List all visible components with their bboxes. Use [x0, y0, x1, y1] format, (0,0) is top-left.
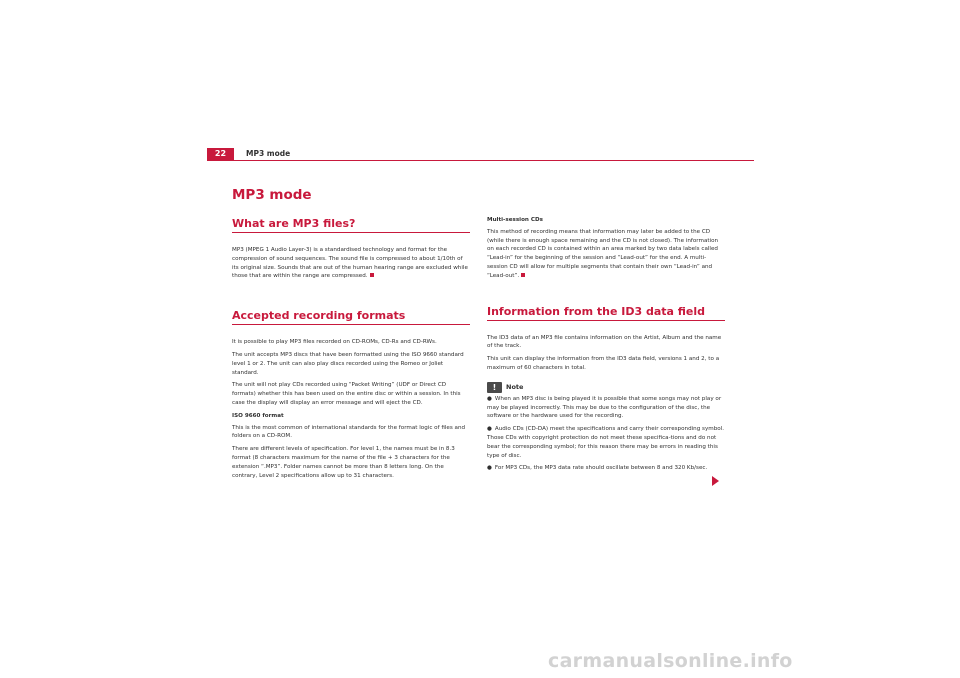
note-label: Note	[506, 383, 524, 392]
note-item: ● When an MP3 disc is being played it is possible that some songs may not play or may be played incorrectly. This may be due to the configuration of the disc, the software or the hardware used for the recording.	[487, 395, 722, 420]
subheading-iso9660: ISO 9660 format	[232, 412, 284, 419]
left-column	[232, 216, 470, 484]
right-column	[487, 216, 725, 477]
watermark: carmanualsonline.info	[548, 650, 793, 672]
note-item: ● For MP3 CDs, the MP3 data rate should oscillate between 8 and 320 Kb/sec.	[487, 465, 708, 472]
subheading-multisession: Multi-session CDs	[487, 217, 543, 223]
end-of-section-icon	[521, 273, 525, 277]
paragraph: There are different levels of specification. For level 1, the names must be in 8.3 format (8 characters maximum for the name of the file + 3 characters for the extension “.MP3”. Folder names cannot be more than 8 letters long. On the contrary, Level 2 specifications allow up to 31 characters.	[232, 446, 455, 479]
paragraph: The ID3 data of an MP3 file contains information on the Artist, Album and the name of the track.	[487, 334, 722, 350]
section-title-recording-formats: Accepted recording formats	[232, 308, 470, 325]
continue-arrow-icon	[712, 476, 719, 486]
paragraph: The unit will not play CDs recorded using “Packet Writing” (UDF or Direct CD formats) whether this has been used on the entire disc or within a session. In this case the display will display an error message and will eject the CD.	[232, 382, 461, 406]
paragraph: It is possible to play MP3 files recorded on CD-ROMs, CD-Rs and CD-RWs.	[232, 339, 437, 346]
paragraph: This method of recording means that information may later be added to the CD (while there is enough space remaining and the CD is not closed). The information on each recorded CD is contained within an area marked by two data labels called “Lead-in” for the beginning of the session and “Lead-out” for the end. A multi-session CD will allow for multiple segments that contain their own “Lead-in” and “Lead-out”.	[487, 228, 719, 279]
bullet-icon: ●	[487, 395, 492, 402]
note-header	[487, 382, 725, 393]
section-title-mp3-files: What are MP3 files?	[232, 216, 470, 233]
paragraph: This unit can display the information from the ID3 data field, versions 1 and 2, to a maximum of 60 characters in total.	[487, 356, 720, 371]
bullet-icon: ●	[487, 426, 492, 433]
paragraph: This is the most common of international standards for the format logic of files and folders on a CD-ROM.	[232, 424, 466, 440]
bullet-icon: ●	[487, 465, 492, 472]
paragraph: MP3 (MPEG 1 Audio Layer-3) is a standardised technology and format for the compression of sound sequences. The sound file is compressed to about 1/10th of its original size. Sounds that are out of the human hearing range are excluded while those that are within the range are compressed.	[232, 247, 468, 280]
note-item: ● Audio CDs (CD-DA) meet the specifications and carry their corresponding symbol. Those CDs with copyright protection do not meet these specifica-tions and do not bear the corresponding symbol; for this reason there may be errors in reading this type of disc.	[487, 426, 725, 459]
paragraph: The unit accepts MP3 discs that have been formatted using the ISO 9660 standard level 1 or 2. The unit can also play discs recorded using the Romeo or Joliet standard.	[232, 351, 464, 376]
page-title: MP3 mode	[232, 187, 312, 203]
warning-note-icon	[487, 382, 502, 393]
section-title-id3: Information from the ID3 data field	[487, 304, 725, 321]
page-number: 22	[207, 148, 234, 160]
header-rule	[207, 160, 754, 161]
end-of-section-icon	[370, 273, 374, 277]
running-title: MP3 mode	[246, 149, 291, 158]
